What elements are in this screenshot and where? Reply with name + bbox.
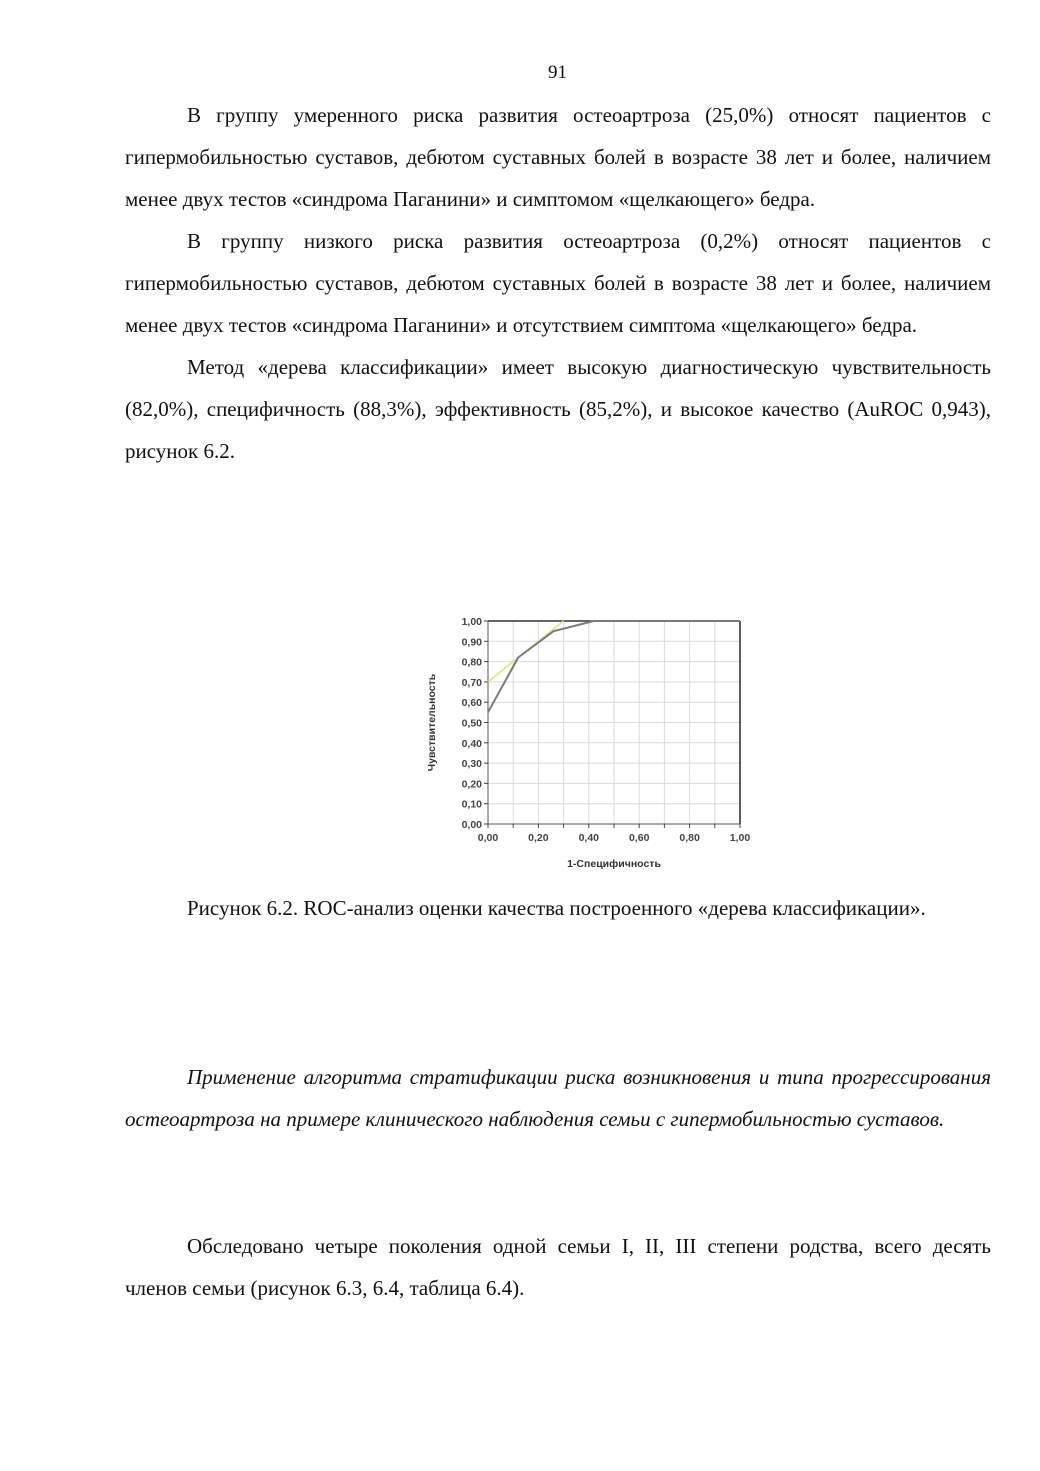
section-heading: Применение алгоритма стратификации риска возникновения и типа прогрессирования остеоартроза на примере клинического наблюдения семьи с гипермобильностью суставов. bbox=[125, 1065, 991, 1131]
paragraph-method-quality: Метод «дерева классификации» имеет высокую диагностическую чувствительность (82,0%), специфичность (88,3%), эффективность (85,2%), и высокое качество (AuROC 0,943), рисунок 6.2. bbox=[125, 355, 991, 463]
paragraph-moderate-risk: В группу умеренного риска развития остеоартроза (25,0%) относят пациентов с гипермобильностью суставов, дебютом суставных болей в возрасте 38 лет и более, наличием менее двух тестов «синдрома Паганини» и симптомом «щелкающего» бедра. bbox=[125, 103, 991, 211]
paragraph-low-risk: В группу низкого риска развития остеоартроза (0,2%) относят пациентов с гипермобильностью суставов, дебютом суставных болей в возрасте 38 лет и более, наличием менее двух тестов «синдрома Паганини» и отсутствием симптома «щелкающего» бедра. bbox=[125, 229, 991, 337]
paragraph-family-study: Обследовано четыре поколения одной семьи I, II, III степени родства, всего десять членов семьи (рисунок 6.3, 6.4, таблица 6.4). bbox=[125, 1234, 991, 1300]
x-tick-label: 0,80 bbox=[679, 832, 700, 844]
y-tick-label: 0,50 bbox=[461, 717, 482, 730]
y-tick-label: 0,40 bbox=[461, 737, 482, 750]
y-tick-label: 0,60 bbox=[461, 697, 482, 710]
y-tick-label: 0,20 bbox=[461, 778, 482, 791]
y-axis-title: Чувствительность bbox=[426, 673, 438, 772]
figure-caption: Рисунок 6.2. ROC-анализ оценки качества построенного «дерева классификации». bbox=[187, 896, 926, 920]
page-number: 91 bbox=[548, 62, 567, 83]
y-tick-label: 0,80 bbox=[461, 656, 482, 669]
y-tick-label: 0,10 bbox=[461, 798, 482, 811]
section-heading-block bbox=[125, 1056, 991, 1140]
x-tick-label: 0,40 bbox=[578, 832, 600, 844]
x-tick-label: 0,60 bbox=[628, 832, 650, 844]
x-tick-label: 0,00 bbox=[477, 832, 499, 844]
y-tick-label: 0,70 bbox=[461, 676, 482, 689]
body-text-top bbox=[125, 94, 991, 472]
x-tick-label: 0,20 bbox=[528, 832, 549, 844]
y-tick-label: 0,00 bbox=[461, 819, 482, 831]
figure-caption-block bbox=[125, 887, 991, 929]
y-tick-label: 0,90 bbox=[461, 636, 482, 649]
x-tick-label: 1,00 bbox=[729, 832, 751, 844]
roc-chart bbox=[418, 606, 763, 876]
x-axis-title: 1-Специфичность bbox=[567, 858, 661, 870]
y-tick-label: 1,00 bbox=[461, 616, 482, 628]
y-tick-label: 0,30 bbox=[461, 758, 482, 771]
body-text-bottom bbox=[125, 1225, 991, 1309]
roc-chart-svg bbox=[418, 606, 763, 876]
